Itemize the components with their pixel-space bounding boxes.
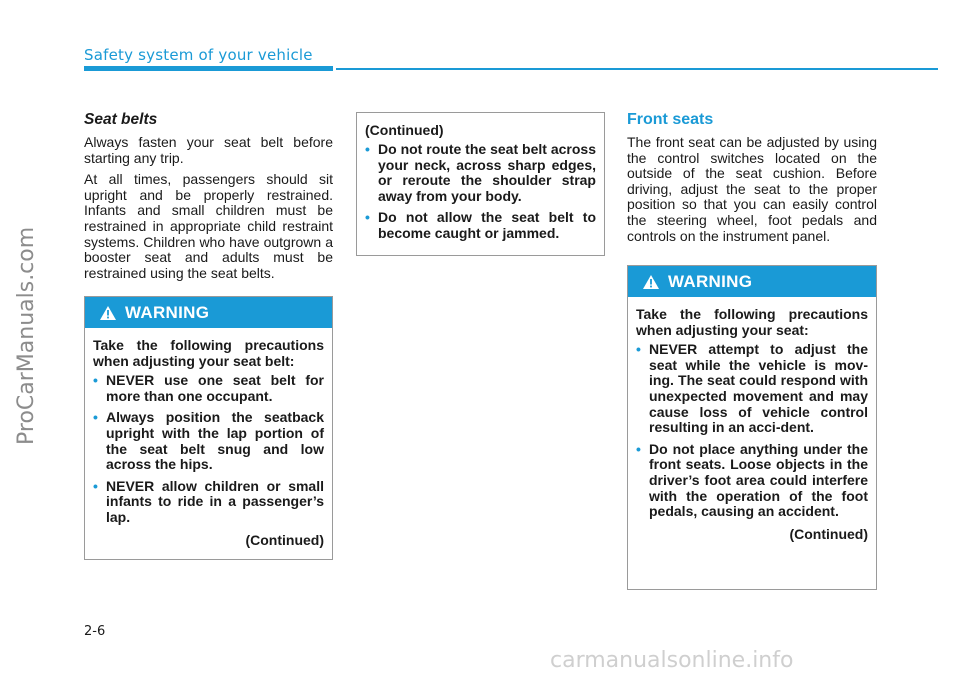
warning-triangle-icon [642, 274, 660, 290]
header-rule-thin [336, 68, 938, 70]
warning-label: WARNING [668, 271, 753, 291]
section-header-title: Safety system of your vehicle [84, 46, 313, 64]
warning-intro: Take the following precautions when adjusting your seat: [636, 306, 868, 338]
warning-item [365, 210, 596, 241]
front-seat-warning-box [627, 265, 877, 590]
warning-list [93, 373, 324, 525]
warning-item [636, 342, 868, 436]
continued-heading: (Continued) [365, 122, 444, 138]
left-column [84, 111, 333, 287]
warning-item-text: Do not allow the seat belt to become caught or jammed. [378, 209, 596, 241]
continued-note: (Continued) [245, 531, 324, 548]
side-watermark: ProCarManuals.com [14, 226, 39, 445]
bullet-dot-icon: • [636, 341, 641, 358]
bullet-dot-icon: • [636, 440, 641, 457]
body-paragraph: Always fasten your seat belt before starting any trip. [84, 134, 333, 166]
front-seats-heading: Front seats [627, 111, 714, 128]
body-paragraph: The front seat can be adjusted by using the control switches located on the outside of the seat cushion. Before driving, adjust the seat to the proper position so that you can easily control the steering wheel, foot pedals and controls on the instrument panel. [627, 134, 877, 244]
bullet-dot-icon: • [365, 141, 370, 157]
bullet-dot-icon: • [93, 477, 98, 494]
body-paragraph: At all times, passengers should sit upright and be properly restrained. Infants and small children must be restrained in appropriate child restraint systems. Children who have outgrown a booster seat and adults must be restrained using the seat belts. [84, 171, 333, 281]
bottom-watermark: carmanualsonline.info [550, 648, 794, 673]
warning-label: WARNING [125, 302, 210, 322]
warning-item [93, 373, 324, 404]
warning-item [365, 142, 596, 204]
warning-item-text: Always position the seatback upright with the lap portion of the seat belt snug and low across the hips. [106, 409, 324, 473]
bullet-dot-icon: • [93, 372, 98, 389]
warning-body [357, 113, 604, 256]
warning-body [85, 328, 332, 556]
seat-belts-heading: Seat belts [84, 111, 158, 128]
warning-list [365, 142, 596, 242]
warning-header [628, 266, 876, 297]
continued-warning-box [356, 112, 605, 256]
bullet-dot-icon: • [365, 209, 370, 226]
warning-item-text: NEVER allow children or small infants to ride in a passenger’s lap. [106, 477, 324, 525]
warning-triangle-icon [99, 305, 117, 321]
warning-item-text: Do not route the seat belt across your neck, across sharp edges, or reroute the shoulder strap away from your body. [378, 141, 596, 204]
warning-body [628, 297, 876, 550]
bullet-dot-icon: • [93, 409, 98, 426]
warning-header [85, 297, 332, 328]
header-rule-thick [84, 66, 333, 71]
seat-belt-warning-box [84, 296, 333, 560]
seat-belts-body [84, 135, 333, 281]
warning-item-text: Do not place anything under the front seats. Loose objects in the driver’s foot area could interfere with the operation of the foot pedals, causing an accident. [649, 440, 868, 520]
front-seats-body [627, 135, 877, 244]
warning-item-text: NEVER attempt to adjust the seat while the vehicle is mov-ing. The seat could respond with unexpected movement and may cause loss of vehicle control resulting in an acci-dent. [649, 341, 868, 436]
page-number: 2-6 [84, 624, 106, 639]
warning-item [93, 479, 324, 526]
warning-list [636, 342, 868, 520]
continued-note: (Continued) [789, 525, 868, 542]
warning-item-text: NEVER use one seat belt for more than one occupant. [106, 372, 324, 404]
warning-item [93, 410, 324, 472]
warning-item [636, 442, 868, 520]
right-column [627, 111, 877, 250]
warning-intro: Take the following precautions when adjusting your seat belt: [93, 337, 324, 369]
